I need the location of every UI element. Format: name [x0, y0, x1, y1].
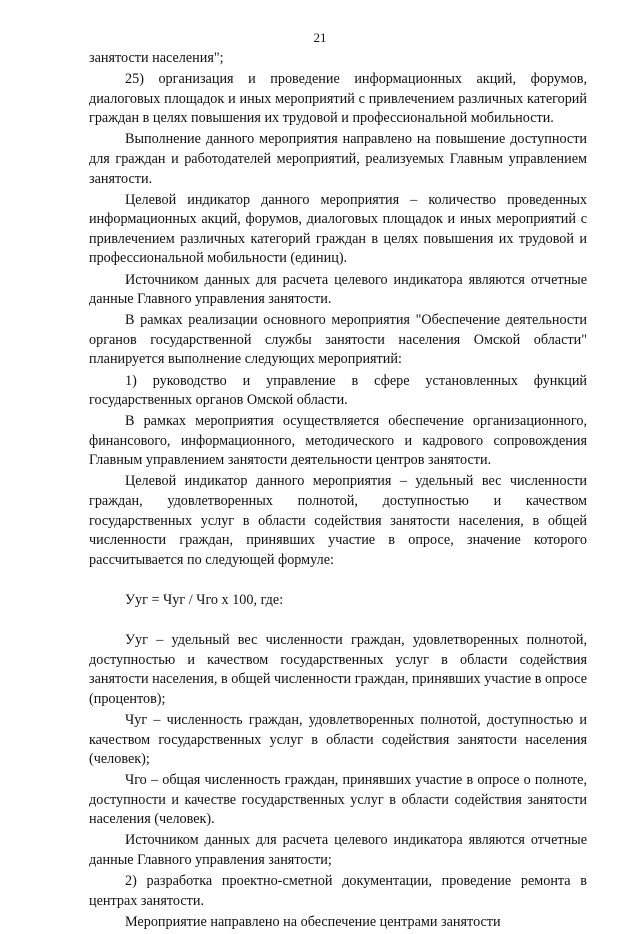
paragraph-final: Мероприятие направлено на обеспечение центрами занятости: [125, 913, 501, 930]
formula: Уyг = Чyг / Чго x 100, где:: [125, 592, 284, 609]
paragraph-target-indicator: Целевой индикатор данного мероприятия – количество проведенных информационных акций, форумов, диалоговых площадок и иных мероприятий с привлечением различных категорий граждан в целях повышения их трудовой и профессиональной мобильности (единиц).: [89, 191, 587, 267]
paragraph-item-25: 25) организация и проведение информационных акций, форумов, диалоговых площадок и иных мероприятий с привлечением различных категорий граждан в целях повышения их трудовой и профессиональной мобильности.: [89, 71, 587, 127]
paragraph-main-activity: В рамках реализации основного мероприятия "Обеспечение деятельности органов государственной службы занятости населения Омской области" планируется выполнение следующих мероприятий:: [89, 312, 587, 368]
paragraph-item-2: 2) разработка проектно-сметной документации, проведение ремонта в центрах занятости.: [89, 873, 587, 909]
definition-chgo: Чго – общая численность граждан, принявших участие в опросе о полноте, доступности и качестве государственных услуг в области содействия занятости населения (человек).: [89, 772, 587, 828]
paragraph-support: В рамках мероприятия осуществляется обеспечение организационного, финансового, информационного, методического и кадрового сопровождения Главным управлением занятости деятельности центров занятости.: [89, 413, 587, 469]
page-number: 21: [313, 30, 327, 45]
paragraph-data-source: Источником данных для расчета целевого индикатора являются отчетные данные Главного управления занятости.: [89, 271, 587, 308]
definition-chyg: Чyг – численность граждан, удовлетворенных полнотой, доступностью и качеством государственных услуг в области содействия занятости населения (человек);: [89, 711, 587, 768]
paragraph-indicator-share: Целевой индикатор данного мероприятия – удельный вес численности граждан, удовлетворенных полнотой, доступностью и качеством государственных услуг в области содействия занятости населения, в общей численности граждан, принявших участие в опросе, значение которого рассчитывается по следующей формуле:: [89, 473, 587, 568]
document-body: [89, 49, 587, 934]
paragraph-item-1: 1) руководство и управление в сфере установленных функций государственных органов Омской области.: [89, 372, 587, 409]
paragraph-purpose: Выполнение данного мероприятия направлено на повышение доступности для граждан и работодателей мероприятий, реализуемых Главным управлением занятости.: [89, 131, 587, 187]
paragraph-data-source-2: Источником данных для расчета целевого индикатора являются отчетные данные Главного управления занятости;: [89, 832, 587, 869]
paragraph-continuation: занятости населения";: [89, 50, 224, 66]
definition-uyg: Уyг – удельный вес численности граждан, удовлетворенных полнотой, доступностью и качеством государственных услуг в области содействия занятости населения, в общей численности граждан, принявших участие в опросе (процентов);: [89, 632, 587, 707]
